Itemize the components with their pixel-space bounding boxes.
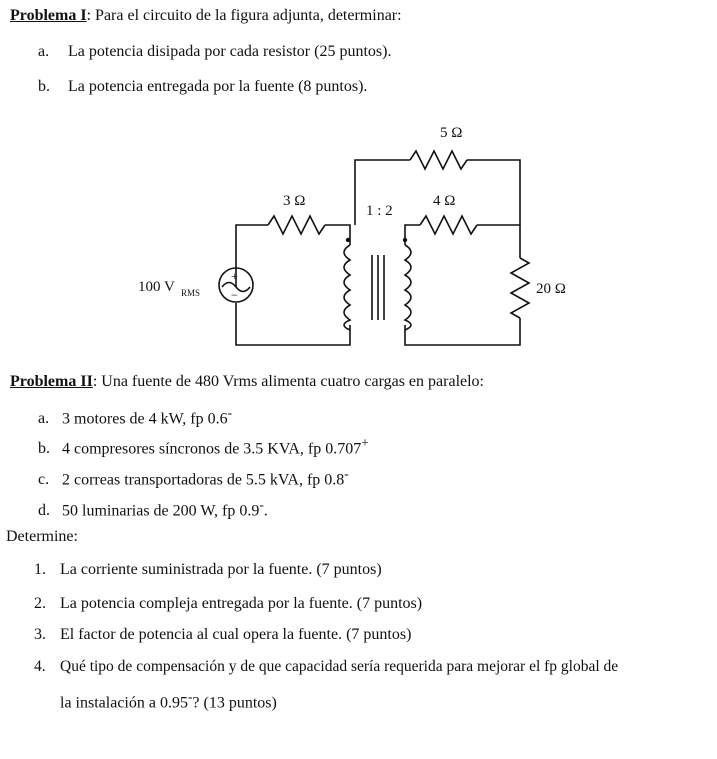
- item-text: 50 luminarias de 200 W, fp 0.9: [62, 502, 260, 520]
- problem2-heading: [10, 372, 484, 392]
- label-ratio: 1 : 2: [366, 203, 393, 219]
- item-text: 2 correas transportadoras de 5.5 kVA, fp 0.8: [62, 471, 345, 489]
- determine-heading: Determine:: [6, 528, 78, 545]
- item-text: La potencia entregada por la fuente (8 puntos).: [68, 78, 368, 95]
- question-4: [34, 657, 618, 677]
- item-sup: -: [259, 497, 264, 512]
- item-text: La potencia compleja entregada por la fuente. (7 puntos): [60, 595, 423, 612]
- load-item-d: [38, 495, 268, 521]
- item-text: Qué tipo de compensación y de que capacidad sería requerida para mejorar el fp global de: [60, 658, 619, 675]
- load-item-b: [38, 433, 369, 459]
- label-5-ohm: 5 Ω: [440, 125, 463, 141]
- label-3-ohm: 3 Ω: [283, 193, 306, 209]
- resistor-3-ohm: [268, 216, 325, 234]
- item-label: c.: [38, 471, 50, 489]
- item-label: a.: [38, 43, 50, 60]
- item-label: 2.: [34, 595, 46, 612]
- load-item-c: [38, 464, 349, 490]
- wire-secondary-top: [405, 225, 420, 245]
- item-text: 3 motores de 4 kW, fp 0.6: [62, 410, 228, 428]
- question-3: [34, 625, 411, 645]
- label-source-unit: RMS: [181, 288, 201, 298]
- q4-cont-a: la instalación a 0.95: [60, 694, 188, 712]
- item-label: b.: [38, 78, 50, 95]
- source-plus: +: [231, 269, 238, 283]
- wire-to-load: [477, 225, 520, 258]
- item-sup: -: [344, 466, 349, 481]
- item-label: b.: [38, 440, 50, 458]
- resistor-20-ohm: [511, 258, 529, 318]
- problem1-intro: : Para el circuito de la figura adjunta, determinar:: [86, 7, 402, 24]
- problem2-intro: : Una fuente de 480 Vrms alimenta cuatro cargas en paralelo:: [92, 373, 484, 390]
- secondary-coil: [405, 245, 411, 330]
- label-4-ohm: 4 Ω: [433, 193, 456, 209]
- wire-to-primary: [325, 225, 350, 245]
- item-tail: .: [263, 502, 268, 520]
- item-label: d.: [38, 502, 50, 520]
- item-label: 4.: [34, 658, 46, 675]
- wire-left-bottom: [236, 303, 350, 345]
- resistor-5-ohm: [410, 151, 467, 169]
- q4-cont-b: ? (13 puntos): [192, 694, 277, 712]
- wire-bridge-right: [467, 160, 520, 225]
- item-text: La corriente suministrada por la fuente. (7 puntos): [60, 561, 382, 578]
- item-text: La potencia disipada por cada resistor (25 puntos).: [68, 43, 392, 60]
- wire-secondary-bottom: [405, 318, 520, 345]
- primary-coil: [344, 245, 350, 330]
- item-text: 4 compresores síncronos de 3.5 KVA, fp 0.707: [62, 440, 362, 458]
- label-20-ohm: 20 Ω: [536, 281, 566, 297]
- problem1-title: Problema I: [10, 7, 87, 24]
- item-label: a.: [38, 410, 50, 428]
- item-sup: -: [227, 405, 233, 420]
- question-2: [34, 594, 422, 614]
- item-label: 3.: [34, 626, 46, 643]
- item-label: 1.: [34, 561, 46, 578]
- label-source-value: 100 V: [138, 279, 175, 295]
- question-1: [34, 560, 382, 580]
- load-item-a: [38, 403, 232, 429]
- item-text: El factor de potencia al cual opera la fuente. (7 puntos): [60, 626, 412, 643]
- source-minus: −: [231, 288, 238, 302]
- question-4-continued: [60, 687, 277, 713]
- resistor-4-ohm: [420, 216, 477, 234]
- problem2-title: Problema II: [10, 373, 93, 390]
- item-sup: +: [361, 435, 369, 450]
- dot-primary-icon: [346, 238, 350, 242]
- q4-cont-sup: -: [187, 689, 193, 704]
- dot-secondary-icon: [403, 238, 407, 242]
